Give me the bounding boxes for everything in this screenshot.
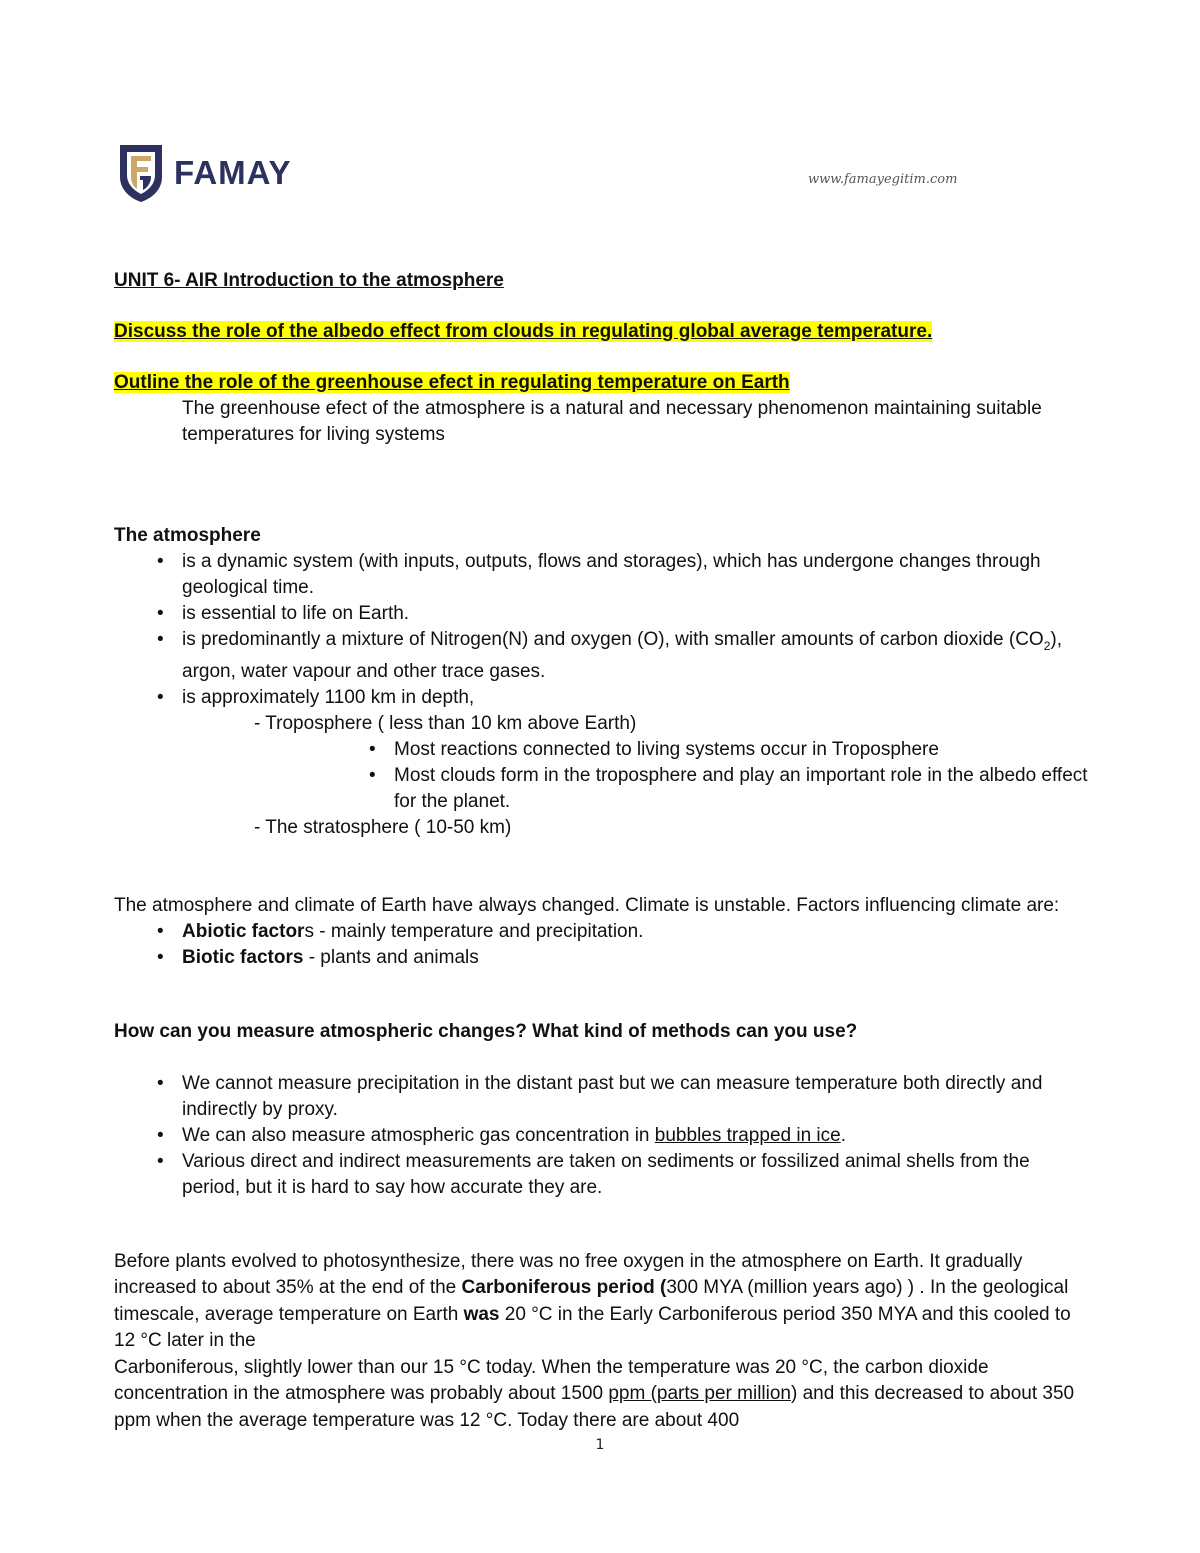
list-item — [182, 1123, 1089, 1149]
list-item: • Various direct and indirect measurements are taken on sediments or fossilized animal shells from the period, but it is hard to say how accurate they are. — [182, 1149, 1089, 1201]
troposphere-line: - Troposphere ( less than 10 km above Earth) — [254, 712, 637, 734]
climate-paragraph: The atmosphere and climate of Earth have always changed. Climate is unstable. Factors influencing climate are: — [114, 894, 1060, 916]
atmosphere-heading: The atmosphere — [114, 525, 261, 546]
para-text: 20 °C in the Early Carboniferous period 350 MYA and this cooled to 12 °C later in the — [114, 1303, 1071, 1352]
famay-logo — [118, 143, 291, 203]
co2-subscript: 2 — [1043, 638, 1051, 653]
list-item: • We cannot measure precipitation in the distant past but we can measure temperature both directly and indirectly by proxy. — [182, 1071, 1089, 1123]
list-item: • is essential to life on Earth. — [182, 601, 1089, 627]
measure-heading: How can you measure atmospheric changes? What kind of methods can you use? — [114, 1020, 858, 1042]
co2-text: is predominantly a mixture of Nitrogen(N) and oxygen (O), with smaller amounts of carbon dioxide (CO — [182, 629, 1044, 650]
biotic-label: Biotic factors — [182, 946, 304, 968]
measure-text-end: . — [840, 1124, 846, 1146]
bubbles-link: bubbles trapped in ice — [654, 1124, 841, 1146]
was-bold: was — [463, 1303, 500, 1325]
factors-list — [114, 919, 1089, 971]
question-greenhouse-text: Outline the role of the greenhouse efect in regulating temperature on Earth — [114, 372, 790, 393]
para-text: Carboniferous, slightly lower than our 15 °C today. When the temperature was 20 °C, the carbon dioxide concentration in the atmosphere was probably about 1500 — [114, 1356, 989, 1405]
website-url: www.famayegitim.com — [808, 172, 958, 187]
biotic-text: - plants and animals — [303, 946, 479, 968]
logo-text: FAMAY — [174, 154, 292, 191]
stratosphere-line: - The stratosphere ( 10-50 km) — [254, 816, 512, 838]
page-number: 1 — [595, 1437, 605, 1453]
para-text: ) and this decreased to about 350 ppm when the average temperature was 12 °C. Today there are about 400 — [114, 1383, 1075, 1431]
troposphere-list — [114, 737, 1089, 815]
measure-text: We can also measure atmospheric gas concentration in — [182, 1124, 655, 1146]
list-item: • Most clouds form in the troposphere and play an important role in the albedo effect for the planet. — [394, 763, 1089, 815]
para-text: 300 MYA (million years ago) ) . In the geological timescale, average temperature on Earth — [114, 1277, 1069, 1325]
greenhouse-answer: The greenhouse efect of the atmosphere is a natural and necessary phenomenon maintaining suitable temperatures for living systems — [182, 398, 1042, 445]
carboniferous-paragraph — [114, 1249, 1089, 1435]
document-body — [114, 268, 1089, 1434]
list-item — [182, 627, 1089, 685]
list-item — [182, 919, 1089, 945]
question-albedo — [114, 319, 1089, 345]
ppm-underlined: ppm (parts per million — [608, 1383, 791, 1405]
list-item — [182, 945, 1089, 971]
para-text: Before plants evolved to photosynthesize, there was no free oxygen in the atmosphere on Earth. It gradually increased to about 35% at the end of the — [114, 1250, 1023, 1299]
carboniferous-bold: Carboniferous period ( — [461, 1277, 667, 1299]
list-item: • is approximately 1100 km in depth, — [182, 685, 1089, 711]
co2-rest: ), argon, water vapour and other trace gases. — [182, 629, 1062, 682]
famay-shield-icon — [118, 143, 164, 203]
abiotic-label: Abiotic factor — [182, 920, 305, 942]
measure-list — [114, 1071, 1089, 1201]
abiotic-text: s - mainly temperature and precipitation. — [304, 920, 644, 942]
list-item: • is a dynamic system (with inputs, outputs, flows and storages), which has undergone changes through geological time. — [182, 549, 1089, 601]
atmosphere-list — [114, 549, 1089, 711]
unit-title: UNIT 6- AIR Introduction to the atmosphere — [114, 270, 504, 291]
question-greenhouse — [114, 370, 1089, 396]
list-item: • Most reactions connected to living systems occur in Troposphere — [394, 737, 1089, 763]
question-albedo-text: Discuss the role of the albedo effect from clouds in regulating global average temperature. — [114, 321, 933, 342]
